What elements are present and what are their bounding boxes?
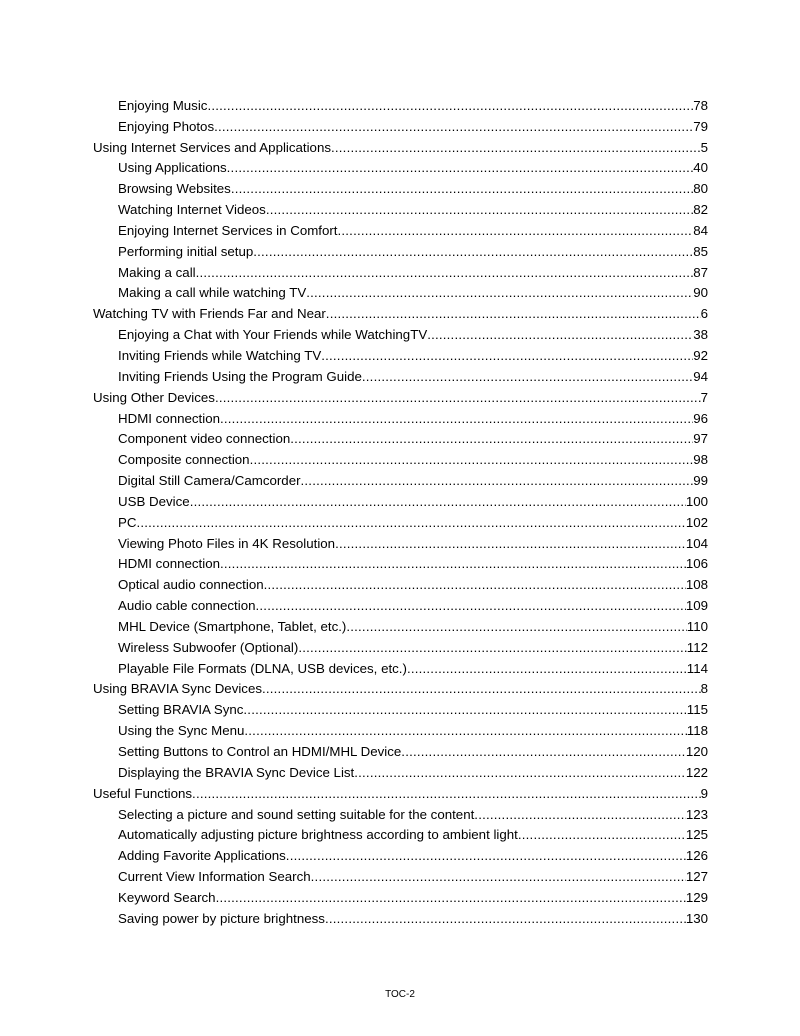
toc-entry-page-number: 125 — [685, 827, 708, 843]
toc-subsection-entry[interactable] — [93, 759, 708, 780]
toc-entry-page-number: 8 — [700, 681, 708, 697]
toc-subsection-entry[interactable] — [93, 446, 708, 467]
toc-subsection-entry[interactable] — [93, 571, 708, 592]
dot-leader — [301, 473, 694, 488]
page-number-footer: TOC-2 — [385, 989, 415, 1000]
dot-leader — [264, 577, 686, 592]
toc-subsection-entry[interactable] — [93, 238, 708, 259]
toc-entry-title: Digital Still Camera/Camcorder — [118, 473, 301, 489]
dot-leader — [354, 765, 686, 780]
toc-subsection-entry[interactable] — [93, 634, 708, 655]
toc-entry-title: Viewing Photo Files in 4K Resolution — [118, 535, 336, 551]
dot-leader — [190, 494, 686, 509]
toc-subsection-entry[interactable] — [93, 155, 708, 176]
toc-entry-page-number: 6 — [700, 306, 708, 322]
toc-entry-page-number: 120 — [685, 744, 708, 759]
dot-leader — [231, 181, 693, 196]
toc-entry-title: Adding Favorite Applications — [118, 848, 286, 864]
dot-leader — [207, 98, 693, 113]
toc-entry-title: Saving power by picture brightness — [118, 910, 325, 926]
toc-subsection-entry[interactable] — [93, 488, 708, 509]
toc-section-entry[interactable] — [93, 780, 708, 801]
toc-entry-page-number: 127 — [685, 869, 708, 885]
toc-subsection-entry[interactable] — [93, 905, 708, 926]
dot-leader — [253, 244, 693, 259]
toc-entry-page-number: 123 — [685, 806, 708, 822]
toc-entry-title: Composite connection — [118, 452, 250, 468]
toc-entry-page-number: 7 — [700, 389, 708, 405]
toc-entry-title: Component video connection — [118, 431, 291, 447]
toc-subsection-entry[interactable] — [93, 842, 708, 863]
toc-entry-title: MHL Device (Smartphone, Tablet, etc.) — [118, 618, 347, 634]
toc-subsection-entry[interactable] — [93, 613, 708, 634]
toc-entry-title: Inviting Friends Using the Program Guide — [118, 368, 362, 384]
toc-entry-page-number: 94 — [693, 368, 708, 384]
dot-leader — [335, 536, 686, 551]
dot-leader — [286, 848, 686, 863]
toc-subsection-entry[interactable] — [93, 655, 708, 676]
dot-leader — [407, 661, 687, 676]
dot-leader — [474, 807, 686, 822]
toc-entry-page-number: 130 — [685, 910, 708, 926]
toc-entry-title: Using BRAVIA Sync Devices — [93, 681, 262, 697]
toc-subsection-entry[interactable] — [93, 801, 708, 822]
toc-entry-page-number: 106 — [685, 556, 708, 572]
dot-leader — [326, 306, 701, 321]
dot-leader — [290, 431, 693, 446]
toc-entry-title: Browsing Websites — [118, 181, 231, 197]
toc-entry-page-number: 92 — [693, 347, 708, 363]
toc-entry-title: Watching Internet Videos — [118, 202, 266, 218]
toc-entry-page-number: 9 — [700, 785, 708, 801]
toc-section-entry[interactable] — [93, 300, 708, 321]
toc-subsection-entry[interactable] — [93, 822, 708, 843]
dot-leader — [346, 619, 686, 634]
dot-leader — [192, 786, 701, 801]
toc-entry-page-number: 118 — [686, 723, 708, 739]
dot-leader — [256, 598, 686, 613]
toc-entry-page-number: 80 — [693, 181, 708, 197]
dot-leader — [220, 556, 686, 571]
toc-subsection-entry[interactable] — [93, 696, 708, 717]
toc-entry-page-number: 78 — [693, 97, 708, 113]
toc-entry-title: Enjoying Photos — [118, 118, 215, 134]
toc-entry-title: PC — [118, 514, 137, 530]
dot-leader — [311, 869, 686, 884]
toc-subsection-entry[interactable] — [93, 551, 708, 572]
dot-leader — [215, 390, 701, 405]
dot-leader — [331, 140, 701, 155]
dot-leader — [216, 890, 686, 905]
toc-entry-title: Automatically adjusting picture brightness according to ambient light — [118, 827, 518, 843]
toc-entry-title: Using Other Devices — [93, 389, 215, 405]
dot-leader — [401, 744, 686, 759]
toc-entry-title: Playable File Formats (DLNA, USB devices, etc.) — [118, 660, 407, 676]
toc-subsection-entry[interactable] — [93, 280, 708, 301]
dot-leader — [250, 452, 694, 467]
dot-leader — [244, 723, 686, 738]
toc-entry-page-number: 122 — [685, 764, 708, 780]
toc-entry-page-number: 90 — [693, 285, 708, 301]
toc-entry-page-number: 79 — [693, 118, 708, 134]
toc-entry-page-number: 114 — [686, 660, 708, 676]
toc-entry-title: Setting BRAVIA Sync — [118, 702, 244, 718]
toc-entry-page-number: 104 — [685, 535, 708, 551]
toc-entry-page-number: 97 — [693, 431, 708, 447]
toc-entry-title: Performing initial setup — [118, 243, 254, 259]
toc-subsection-entry[interactable] — [93, 196, 708, 217]
toc-entry-page-number: 85 — [693, 243, 708, 259]
toc-entry-page-number: 40 — [693, 160, 708, 176]
toc-subsection-entry[interactable] — [93, 113, 708, 134]
toc-entry-page-number: 5 — [700, 139, 708, 155]
toc-subsection-entry[interactable] — [93, 738, 708, 759]
toc-subsection-entry[interactable] — [93, 530, 708, 551]
toc-entry-page-number: 99 — [693, 473, 708, 489]
toc-entry-title: Keyword Search — [118, 889, 216, 905]
dot-leader — [227, 160, 694, 175]
toc-subsection-entry[interactable] — [93, 363, 708, 384]
toc-entry-page-number: 112 — [686, 639, 708, 655]
dot-leader — [306, 285, 693, 300]
toc-entry-title: Enjoying Music — [118, 97, 208, 113]
dot-leader — [518, 827, 686, 842]
toc-subsection-entry[interactable] — [93, 405, 708, 426]
dot-leader — [298, 640, 686, 655]
toc-subsection-entry[interactable] — [93, 175, 708, 196]
toc-entry-page-number: 102 — [685, 514, 708, 530]
toc-section-entry[interactable] — [93, 134, 708, 155]
toc-entry-page-number: 100 — [685, 493, 708, 509]
toc-entry-title: Enjoying Internet Services in Comfort — [118, 222, 338, 238]
toc-entry-title: Watching TV with Friends Far and Near — [93, 306, 326, 322]
toc-entry-page-number: 96 — [693, 410, 708, 426]
toc-subsection-entry[interactable] — [93, 259, 708, 280]
toc-entry-title: Making a call — [118, 264, 196, 280]
toc-entry-page-number: 126 — [685, 848, 708, 864]
toc-entry-title: Audio cable connection — [118, 598, 256, 614]
toc-entry-title: Selecting a picture and sound setting suitable for the content — [118, 806, 475, 822]
toc-subsection-entry[interactable] — [93, 592, 708, 613]
toc-entry-page-number: 84 — [693, 222, 708, 238]
toc-entry-title: Using the Sync Menu — [118, 723, 245, 739]
toc-subsection-entry[interactable] — [93, 342, 708, 363]
toc-subsection-entry[interactable] — [93, 217, 708, 238]
dot-leader — [362, 369, 693, 384]
toc-subsection-entry[interactable] — [93, 467, 708, 488]
toc-entry-page-number: 98 — [693, 452, 708, 468]
toc-subsection-entry[interactable] — [93, 717, 708, 738]
toc-entry-page-number: 115 — [686, 702, 708, 718]
toc-entry-title: Inviting Friends while Watching TV — [118, 347, 322, 363]
toc-entry-page-number: 87 — [693, 264, 708, 280]
dot-leader — [266, 202, 693, 217]
toc-entry-page-number: 109 — [685, 598, 708, 614]
toc-entry-title: Wireless Subwoofer (Optional) — [118, 639, 299, 655]
toc-entry-title: HDMI connection — [118, 410, 220, 426]
toc-subsection-entry[interactable] — [93, 884, 708, 905]
toc-entry-title: HDMI connection — [118, 556, 220, 572]
toc-entry-title: Useful Functions — [93, 785, 193, 801]
dot-leader — [338, 223, 694, 238]
toc-subsection-entry[interactable] — [93, 509, 708, 530]
toc-subsection-entry[interactable] — [93, 863, 708, 884]
toc-section-entry[interactable] — [93, 384, 708, 405]
toc-entry-title: Enjoying a Chat with Your Friends while WatchingTV — [118, 327, 428, 343]
toc-entry-page-number: 38 — [693, 327, 708, 343]
toc-entry-page-number: 82 — [693, 202, 708, 218]
toc-section-entry[interactable] — [93, 676, 708, 697]
toc-subsection-entry[interactable] — [93, 321, 708, 342]
toc-entry-title: Displaying the BRAVIA Sync Device List — [118, 764, 355, 780]
dot-leader — [196, 265, 694, 280]
toc-entry-title: Making a call while watching TV — [118, 285, 307, 301]
toc-subsection-entry[interactable] — [93, 426, 708, 447]
toc-entry-title: Current View Information Search — [118, 869, 311, 885]
dot-leader — [325, 911, 686, 926]
toc-entry-title: USB Device — [118, 493, 190, 509]
dot-leader — [427, 327, 693, 342]
toc-entry-title: Setting Buttons to Control an HDMI/MHL Device — [118, 744, 402, 759]
toc-entry-title: Optical audio connection — [118, 577, 264, 593]
toc-entry-page-number: 129 — [685, 889, 708, 905]
toc-entry-page-number: 110 — [686, 618, 708, 634]
toc-subsection-entry[interactable] — [93, 92, 708, 113]
dot-leader — [321, 348, 693, 363]
dot-leader — [243, 702, 686, 717]
dot-leader — [136, 515, 685, 530]
dot-leader — [214, 119, 693, 134]
dot-leader — [220, 411, 693, 426]
toc-entry-title: Using Internet Services and Applications — [93, 139, 331, 155]
dot-leader — [262, 681, 701, 696]
toc-entry-title: Using Applications — [118, 160, 227, 176]
table-of-contents — [93, 92, 708, 926]
toc-entry-page-number: 108 — [685, 577, 708, 593]
